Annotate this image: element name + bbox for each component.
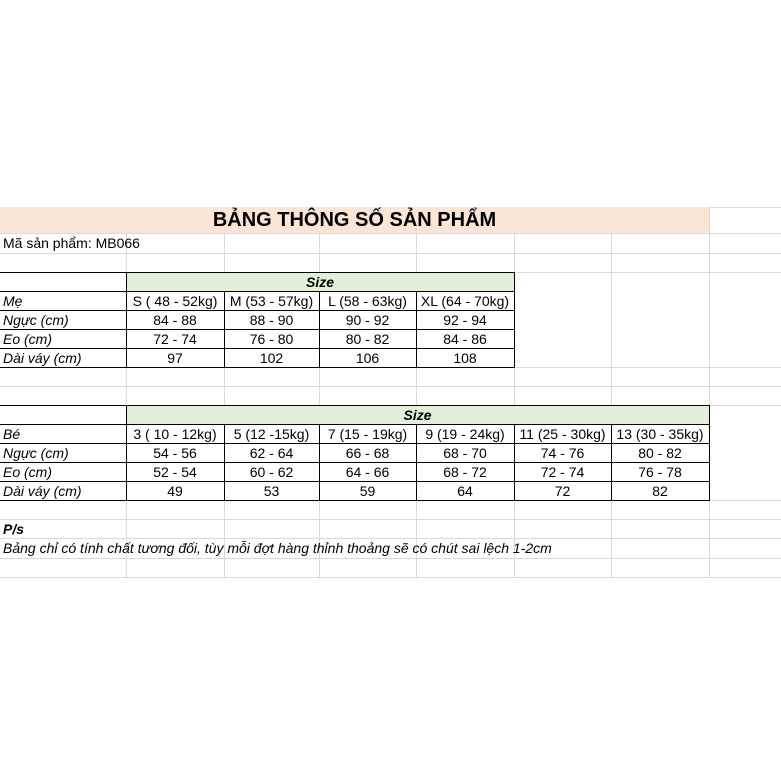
be-size-col: 13 (30 - 35kg) (616, 426, 704, 442)
table-cell: 64 (457, 483, 473, 499)
gridline (0, 577, 781, 578)
table-border (224, 424, 225, 501)
gridline (0, 386, 781, 387)
table-cell: 90 - 92 (345, 312, 390, 328)
table-cell: 80 - 82 (638, 445, 682, 461)
table-cell: 82 (652, 483, 668, 499)
table-border (0, 348, 515, 349)
table-cell: 66 - 68 (345, 445, 390, 461)
note-text: Bảng chỉ có tính chất tương đối, tùy mỗi đợt hàng thỉnh thoảng sẽ có chút sai lệch 1-2cm (3, 540, 552, 556)
table-cell: 84 - 88 (153, 312, 197, 328)
table-cell: 97 (167, 350, 183, 366)
be-label: Bé (3, 426, 21, 442)
table-cell: 74 - 76 (540, 445, 585, 461)
be-row-label: Eo (cm) (3, 464, 52, 480)
be-size-col: 11 (25 - 30kg) (519, 426, 606, 442)
table-border (0, 272, 515, 273)
table-border (0, 367, 515, 368)
be-size-col: 7 (15 - 19kg) (327, 426, 408, 442)
table-border (514, 424, 515, 501)
table-border (416, 424, 417, 501)
table-cell: 88 - 90 (249, 312, 294, 328)
table-cell: 52 - 54 (153, 464, 197, 480)
table-border (0, 291, 515, 292)
table-border (0, 462, 710, 463)
table-border (319, 291, 320, 368)
me-label: Mẹ (3, 293, 23, 309)
table-cell: 62 - 64 (249, 445, 294, 461)
me-row-label: Dài váy (cm) (3, 350, 82, 366)
table-border (319, 424, 320, 501)
gridline (0, 558, 781, 559)
table-cell: 60 - 62 (249, 464, 294, 480)
table-border (224, 291, 225, 368)
be-size-col: 5 (12 -15kg) (233, 426, 310, 442)
me-size-col: S ( 48 - 52kg) (132, 293, 218, 309)
gridline (709, 207, 710, 577)
page-title: BẢNG THÔNG SỐ SẢN PHẨM (212, 209, 497, 231)
table-border (0, 443, 710, 444)
table-cell: 59 (359, 483, 376, 499)
table-cell: 54 - 56 (153, 445, 197, 461)
table-border (0, 310, 515, 311)
me-row-label: Ngực (cm) (3, 312, 69, 328)
table-border (126, 405, 127, 501)
table-cell: 68 - 70 (443, 445, 487, 461)
me-size-col: M (53 - 57kg) (229, 293, 314, 309)
table-cell: 106 (355, 350, 380, 366)
table-cell: 72 (554, 483, 571, 499)
table-cell: 53 (263, 483, 280, 499)
table-border (0, 424, 710, 425)
product-code: Mã sản phẩm: MB066 (3, 235, 140, 251)
table-cell: 102 (259, 350, 284, 366)
table-border (416, 291, 417, 368)
table-cell: 72 - 74 (540, 464, 585, 480)
me-row-label: Eo (cm) (3, 331, 52, 347)
table-cell: 80 - 82 (345, 331, 390, 347)
table-cell: 108 (453, 350, 477, 366)
be-size-header: Size (403, 407, 432, 423)
table-border (0, 405, 710, 406)
table-border (709, 405, 710, 501)
table-cell: 76 - 78 (638, 464, 682, 480)
me-size-col: L (58 - 63kg) (328, 293, 407, 309)
be-size-col: 3 ( 10 - 12kg) (133, 426, 217, 442)
table-cell: 84 - 86 (443, 331, 487, 347)
table-border (126, 272, 127, 368)
table-border (0, 329, 515, 330)
table-border (611, 424, 612, 501)
table-cell: 76 - 80 (249, 331, 294, 347)
table-cell: 92 - 94 (443, 312, 487, 328)
table-cell: 64 - 66 (345, 464, 390, 480)
me-size-col: XL (64 - 70kg) (420, 293, 510, 309)
table-border (0, 481, 710, 482)
table-border (514, 272, 515, 368)
gridline (0, 253, 781, 254)
table-cell: 68 - 72 (443, 464, 487, 480)
be-size-col: 9 (19 - 24kg) (425, 426, 505, 442)
table-cell: 49 (167, 483, 183, 499)
note-heading: P/s (3, 521, 25, 537)
me-size-header: Size (305, 274, 334, 290)
be-row-label: Dài váy (cm) (3, 483, 82, 499)
table-border (0, 500, 710, 501)
table-cell: 72 - 74 (153, 331, 197, 347)
be-row-label: Ngực (cm) (3, 445, 69, 461)
